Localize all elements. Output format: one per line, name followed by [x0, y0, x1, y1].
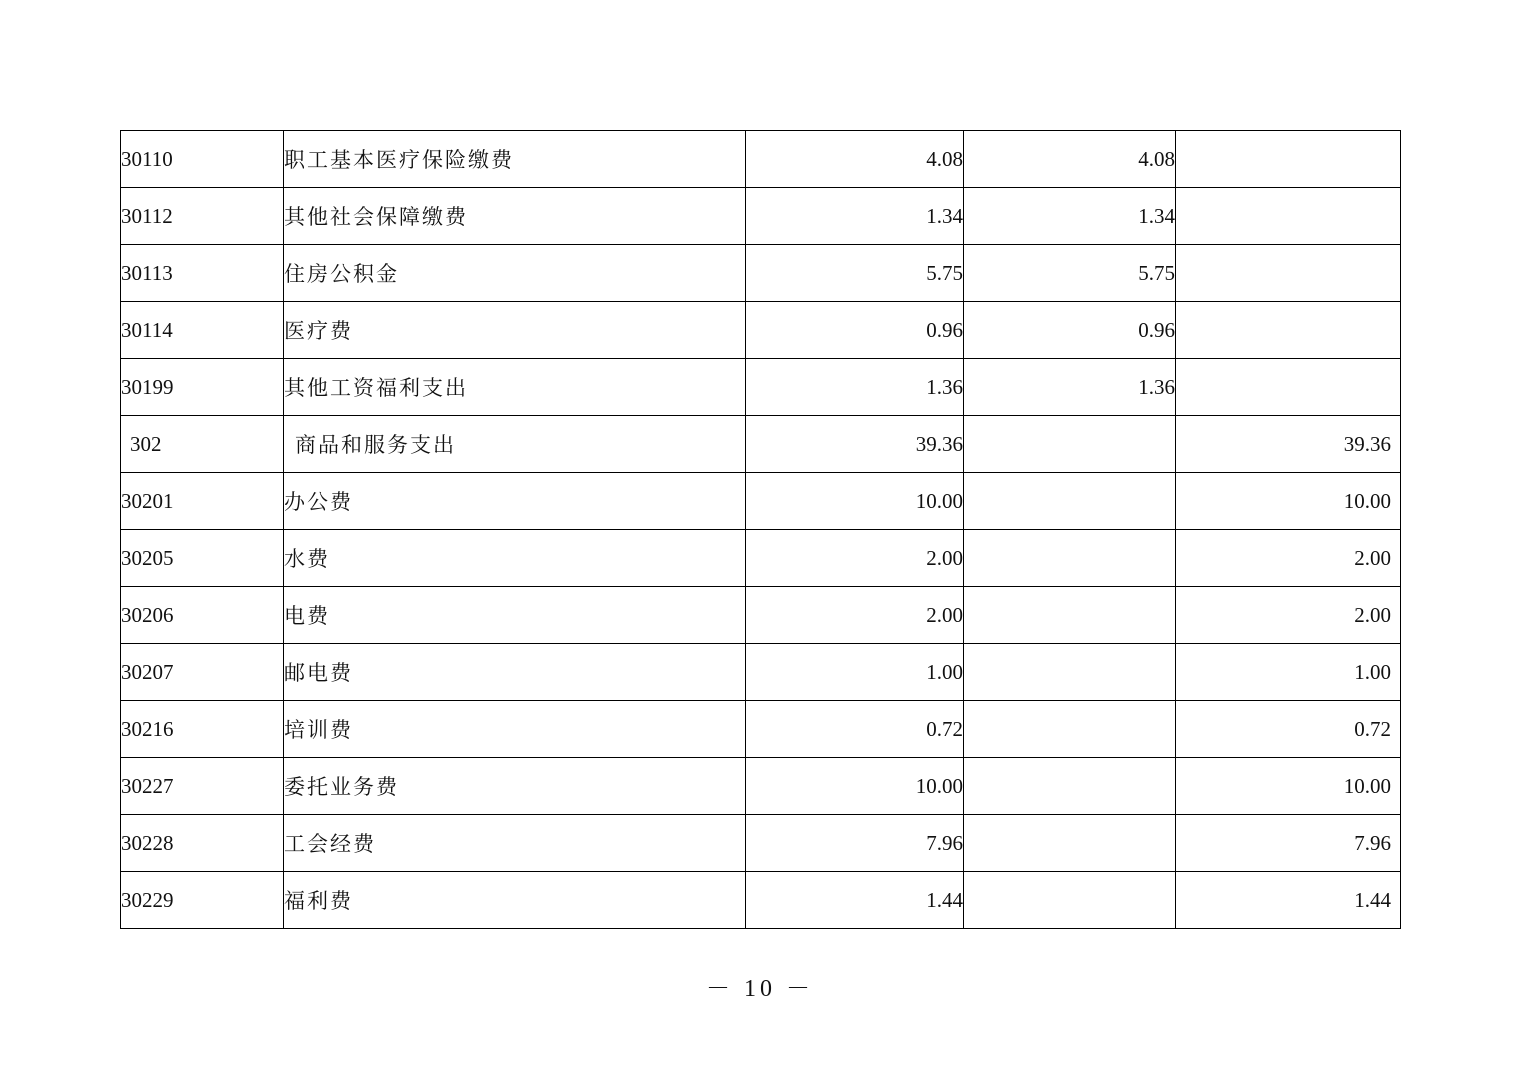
project-expenditure-cell: 2.00 [1176, 530, 1401, 587]
total-amount-cell: 0.72 [746, 701, 964, 758]
total-amount-cell: 10.00 [746, 473, 964, 530]
total-amount-cell: 2.00 [746, 587, 964, 644]
economic-code-cell: 30112 [121, 188, 284, 245]
table-row [121, 758, 1401, 815]
total-amount-cell: 0.96 [746, 302, 964, 359]
basic-expenditure-cell [964, 530, 1176, 587]
economic-code-cell: 30228 [121, 815, 284, 872]
total-amount-cell: 5.75 [746, 245, 964, 302]
project-expenditure-cell [1176, 131, 1401, 188]
project-expenditure-cell [1176, 359, 1401, 416]
economic-code-cell: 30201 [121, 473, 284, 530]
expense-item-name-cell: 水费 [284, 530, 746, 587]
basic-expenditure-cell [964, 815, 1176, 872]
basic-expenditure-cell [964, 872, 1176, 929]
total-amount-cell: 7.96 [746, 815, 964, 872]
expense-item-name-cell: 福利费 [284, 872, 746, 929]
expense-item-name-cell: 医疗费 [284, 302, 746, 359]
total-amount-cell: 1.34 [746, 188, 964, 245]
expenditure-table [120, 130, 1401, 929]
total-amount-cell: 1.00 [746, 644, 964, 701]
project-expenditure-cell: 0.72 [1176, 701, 1401, 758]
economic-code-cell: 30205 [121, 530, 284, 587]
total-amount-cell: 1.44 [746, 872, 964, 929]
total-amount-cell: 10.00 [746, 758, 964, 815]
table-row [121, 587, 1401, 644]
expense-item-name-cell: 其他工资福利支出 [284, 359, 746, 416]
table-row [121, 188, 1401, 245]
basic-expenditure-cell: 5.75 [964, 245, 1176, 302]
economic-code-cell: 30206 [121, 587, 284, 644]
project-expenditure-cell [1176, 188, 1401, 245]
economic-code-cell: 30114 [121, 302, 284, 359]
project-expenditure-cell: 1.44 [1176, 872, 1401, 929]
expense-item-name-cell: 办公费 [284, 473, 746, 530]
economic-code-cell: 30110 [121, 131, 284, 188]
expense-item-name-cell: 委托业务费 [284, 758, 746, 815]
project-expenditure-cell: 1.00 [1176, 644, 1401, 701]
total-amount-cell: 2.00 [746, 530, 964, 587]
expense-item-name-cell: 电费 [284, 587, 746, 644]
expense-item-name-cell: 工会经费 [284, 815, 746, 872]
total-amount-cell: 39.36 [746, 416, 964, 473]
expense-item-name-cell: 商品和服务支出 [284, 416, 746, 473]
economic-code-cell: 30199 [121, 359, 284, 416]
expense-item-name-cell: 邮电费 [284, 644, 746, 701]
economic-code-cell: 30227 [121, 758, 284, 815]
table-row [121, 302, 1401, 359]
project-expenditure-cell: 10.00 [1176, 758, 1401, 815]
project-expenditure-cell [1176, 245, 1401, 302]
table-row [121, 872, 1401, 929]
basic-expenditure-cell: 1.36 [964, 359, 1176, 416]
economic-code-cell: 30207 [121, 644, 284, 701]
economic-code-cell: 30216 [121, 701, 284, 758]
economic-code-cell: 30113 [121, 245, 284, 302]
expense-item-name-cell: 住房公积金 [284, 245, 746, 302]
project-expenditure-cell: 10.00 [1176, 473, 1401, 530]
table-row [121, 701, 1401, 758]
total-amount-cell: 1.36 [746, 359, 964, 416]
table-row [121, 416, 1401, 473]
economic-code-cell: 302 [121, 416, 284, 473]
expense-item-name-cell: 培训费 [284, 701, 746, 758]
table-row [121, 530, 1401, 587]
expense-item-name-cell: 其他社会保障缴费 [284, 188, 746, 245]
basic-expenditure-cell: 1.34 [964, 188, 1176, 245]
basic-expenditure-cell [964, 701, 1176, 758]
basic-expenditure-cell [964, 416, 1176, 473]
basic-expenditure-cell [964, 758, 1176, 815]
total-amount-cell: 4.08 [746, 131, 964, 188]
expense-item-name-cell: 职工基本医疗保险缴费 [284, 131, 746, 188]
project-expenditure-cell: 2.00 [1176, 587, 1401, 644]
expenditure-table-body [121, 131, 1401, 929]
project-expenditure-cell [1176, 302, 1401, 359]
basic-expenditure-cell [964, 473, 1176, 530]
table-row [121, 359, 1401, 416]
project-expenditure-cell: 7.96 [1176, 815, 1401, 872]
project-expenditure-cell: 39.36 [1176, 416, 1401, 473]
basic-expenditure-cell [964, 644, 1176, 701]
page-number: － 10 － [706, 976, 814, 1002]
expenditure-table-container [120, 130, 1400, 929]
basic-expenditure-cell: 4.08 [964, 131, 1176, 188]
basic-expenditure-cell: 0.96 [964, 302, 1176, 359]
table-row [121, 245, 1401, 302]
table-row [121, 815, 1401, 872]
basic-expenditure-cell [964, 587, 1176, 644]
table-row [121, 131, 1401, 188]
economic-code-cell: 30229 [121, 872, 284, 929]
table-row [121, 473, 1401, 530]
table-row [121, 644, 1401, 701]
